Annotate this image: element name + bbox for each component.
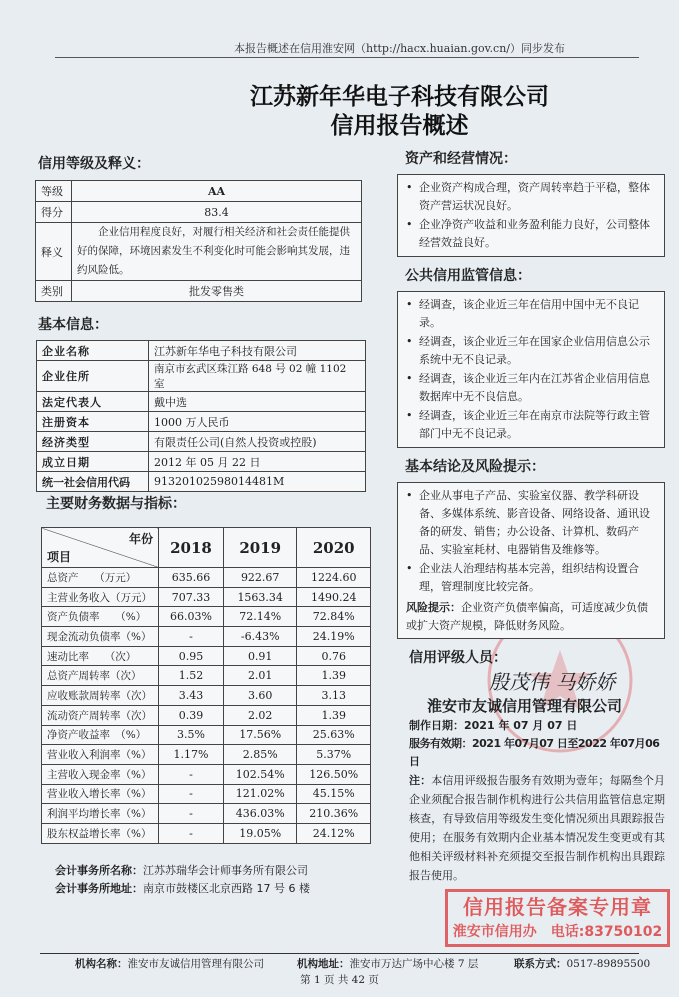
finance-value: 1224.60 [297, 568, 371, 588]
finance-value: 25.63% [297, 725, 371, 745]
finance-value: 0.76 [297, 646, 371, 666]
category-key: 类别 [36, 281, 72, 302]
conclusion-heading: 基本结论及风险提示： [405, 459, 545, 475]
finance-value: 24.12% [297, 823, 371, 843]
finance-value: 66.03% [159, 607, 224, 627]
finance-value: 1.52 [159, 666, 224, 686]
finance-row [42, 568, 371, 588]
header-note: 本报告概述在信用淮安网（http://hacx.huaian.gov.cn/）同步发布 [234, 42, 565, 55]
note-text: 本信用评级报告服务有效期为壹年；每隔叁个月企业须配合报告制作机构进行公共信用监管信息定期核查，有导致信用等级发生变化情况须出具跟踪报告使用；在服务有效期内企业基本情况发生变更或有其他相关评级材料补充须提交至报告制作机构出具跟踪报告使用。 [409, 774, 666, 882]
finance-value: 3.5% [159, 725, 224, 745]
finance-item: 应收账款周转率（次） [42, 686, 159, 706]
risk-text: 企业资产负债率偏高，可适度减少负债或扩大资产规模，降低财务风险。 [406, 601, 648, 632]
bullet-item: • 经调查，该企业近三年在信用中国中无不良记录。 [406, 296, 656, 332]
filing-seal [445, 889, 670, 947]
finance-item: 资产负债率 （%） [42, 607, 159, 627]
basic-key: 统一社会信用代码 [37, 472, 149, 492]
meaning-value: 企业信用程度良好，对履行相关经济和社会责任能提供好的保障，环境因素发生不利变化时可能会影响其发展，违约风险低。 [72, 223, 362, 281]
year-header: 2020 [297, 528, 371, 568]
bullet-item: • 经调查，该企业近三年在国家企业信用信息公示系统中无不良记录。 [406, 333, 656, 369]
page-number: 第 1 页 共 42 页 [300, 974, 379, 986]
corner-cell [42, 528, 159, 568]
finance-value: - [159, 804, 224, 824]
finance-value: -6.43% [223, 627, 297, 647]
meaning-key: 释义 [36, 223, 72, 281]
finance-value: 24.19% [297, 627, 371, 647]
finance-row [42, 725, 371, 745]
finance-value: 0.91 [223, 646, 297, 666]
finance-value: 3.13 [297, 686, 371, 706]
basic-value: 91320102598014481M [149, 472, 366, 492]
finance-row [42, 666, 371, 686]
rating-staff-block [397, 649, 665, 947]
finance-value: 0.95 [159, 646, 224, 666]
accountant-name: 江苏苏瑞华会计师事务所有限公司 [143, 864, 308, 877]
finance-value: 635.66 [159, 568, 224, 588]
basic-value: 江苏新年华电子科技有限公司 [149, 341, 366, 361]
valid-period: 2021 年07月07 日至2022 年07月06 日 [409, 737, 660, 768]
assets-heading: 资产和经营情况： [405, 151, 517, 167]
finance-value: 210.36% [297, 804, 371, 824]
finance-item: 总资产 （万元） [42, 568, 159, 588]
finance-table [41, 527, 371, 844]
finance-value: 5.37% [297, 745, 371, 765]
finance-row [42, 646, 371, 666]
corner-year-label: 年份 [128, 532, 153, 546]
finance-row [42, 705, 371, 725]
finance-item: 主营业务收入（万元） [42, 587, 159, 607]
assets-box [397, 174, 665, 257]
basic-value: 2012 年 05 月 22 日 [149, 452, 366, 472]
corner-item-label: 项目 [47, 550, 72, 564]
finance-item: 利润平均增长率（%） [42, 804, 159, 824]
seal-line1: 信用报告备案专用章 [463, 895, 652, 919]
finance-row [42, 607, 371, 627]
basic-value: 1000 万人民币 [149, 412, 366, 432]
year-header: 2018 [159, 528, 224, 568]
finance-value: 102.54% [223, 764, 297, 784]
finance-value: 1.17% [159, 745, 224, 765]
footer-addr: 淮安市万达广场中心楼 7 层 [349, 958, 479, 970]
finance-item: 主营收入现金率（%） [42, 764, 159, 784]
score-value: 83.4 [72, 202, 362, 223]
made-date-label: 制作日期： [409, 719, 464, 732]
grade-value: AA [72, 181, 362, 202]
basic-key: 法定代表人 [37, 392, 149, 412]
accountant-addr: 南京市鼓楼区北京西路 17 号 6 楼 [143, 882, 310, 895]
finance-value: - [159, 823, 224, 843]
basic-key: 企业住所 [37, 361, 149, 392]
finance-value: 1563.34 [223, 587, 297, 607]
finance-value: 1.39 [297, 666, 371, 686]
finance-value: 19.05% [223, 823, 297, 843]
finance-row [42, 823, 371, 843]
finance-row [42, 764, 371, 784]
finance-value: - [159, 627, 224, 647]
bullet-item: • 经调查，该企业近三年在南京市法院等行政主管部门中无不良记录。 [406, 407, 656, 443]
header-divider [55, 57, 639, 58]
finance-value: 436.03% [223, 804, 297, 824]
bullet-item: • 企业法人治理结构基本完善，组织结构设置合理，管理制度比较完备。 [406, 560, 656, 596]
seal-line2: 淮安市信用办 电话:83750102 [452, 924, 663, 940]
footer-contact: 0517-89895500 [566, 958, 651, 970]
finance-value: 2.02 [223, 705, 297, 725]
bullet-item: • 企业从事电子产品、实验室仪器、教学科研设备、多媒体系统、影音设备、网络设备、通讯设备的研发、销售；办公设备、计算机、数码产品、实验室耗材、电器销售及维修等。 [406, 487, 656, 559]
finance-heading: 主要财务数据与指标： [46, 496, 186, 512]
finance-row [42, 686, 371, 706]
basic-key: 成立日期 [37, 452, 149, 472]
finance-row [42, 804, 371, 824]
finance-value: 45.15% [297, 784, 371, 804]
footer-addr-label: 机构地址： [297, 958, 350, 970]
finance-value: - [159, 784, 224, 804]
finance-value: 121.02% [223, 784, 297, 804]
rating-company: 淮安市友诚信用管理有限公司 [427, 697, 623, 715]
footer-org-label: 机构名称： [75, 958, 128, 970]
finance-value: 2.01 [223, 666, 297, 686]
finance-value: 1490.24 [297, 587, 371, 607]
finance-value: 3.60 [223, 686, 297, 706]
finance-row [42, 587, 371, 607]
finance-value: - [159, 764, 224, 784]
made-date: 2021 年 07 月 07 日 [464, 719, 578, 732]
finance-value: 3.43 [159, 686, 224, 706]
finance-item: 速动比率 （次） [42, 646, 159, 666]
basic-value: 戴中选 [149, 392, 366, 412]
basic-key: 经济类型 [37, 432, 149, 452]
risk-label: 风险提示： [406, 601, 461, 614]
basic-heading: 基本信息： [38, 317, 108, 333]
footer-contact-label: 联系方式： [514, 958, 567, 970]
page-subtitle: 信用报告概述 [330, 112, 469, 139]
accountant-name-label: 会计事务所名称： [55, 864, 143, 877]
bullet-item: • 经调查，该企业近三年内在江苏省企业信用信息数据库中无不良信息。 [406, 370, 656, 406]
grade-heading: 信用等级及释义： [38, 156, 150, 172]
finance-value: 707.33 [159, 587, 224, 607]
finance-row [42, 627, 371, 647]
conclusion-box [397, 482, 665, 639]
basic-table [36, 340, 366, 492]
grade-key: 等级 [36, 181, 72, 202]
public-box [397, 291, 665, 448]
finance-value: 72.84% [297, 607, 371, 627]
basic-value: 有限责任公司(自然人投资或控股) [149, 432, 366, 452]
footer-org: 淮安市友诚信用管理有限公司 [127, 958, 264, 970]
bullet-item: • 企业净资产收益和业务盈利能力良好，公司整体经营效益良好。 [406, 216, 656, 252]
finance-item: 营业收入利润率（%） [42, 745, 159, 765]
year-header: 2019 [223, 528, 297, 568]
finance-value: 1.39 [297, 705, 371, 725]
finance-item: 营业收入增长率（%） [42, 784, 159, 804]
basic-key: 企业名称 [37, 341, 149, 361]
basic-value: 南京市玄武区珠江路 648 号 02 幢 1102 室 [149, 361, 366, 392]
finance-value: 17.56% [223, 725, 297, 745]
valid-label: 服务有效期： [409, 737, 472, 750]
finance-item: 现金流动负债率（%） [42, 627, 159, 647]
finance-item: 流动资产周转率（次） [42, 705, 159, 725]
accountant-addr-label: 会计事务所地址： [55, 882, 143, 895]
staff-signature: 殷茂伟 马娇娇 [489, 670, 616, 694]
right-column [397, 150, 665, 947]
finance-value: 126.50% [297, 764, 371, 784]
category-value: 批发零售类 [72, 281, 362, 302]
page-title: 江苏新年华电子科技有限公司 [250, 83, 549, 110]
basic-key: 注册资本 [37, 412, 149, 432]
footer-divider [40, 953, 639, 954]
finance-row [42, 784, 371, 804]
public-heading: 公共信用监管信息： [405, 268, 531, 284]
note-label: 注： [409, 774, 432, 787]
finance-item: 股东权益增长率（%） [42, 823, 159, 843]
finance-value: 2.85% [223, 745, 297, 765]
finance-value: 922.67 [223, 568, 297, 588]
grade-table [35, 180, 362, 302]
finance-item: 总资产周转率（次） [42, 666, 159, 686]
score-key: 得分 [36, 202, 72, 223]
finance-row [42, 745, 371, 765]
finance-value: 0.39 [159, 705, 224, 725]
finance-item: 净资产收益率 （%） [42, 725, 159, 745]
bullet-item: • 企业资产构成合理，资产周转率趋于平稳，整体资产营运状况良好。 [406, 179, 656, 215]
rating-staff-heading: 信用评级人员： [409, 650, 507, 666]
finance-value: 72.14% [223, 607, 297, 627]
